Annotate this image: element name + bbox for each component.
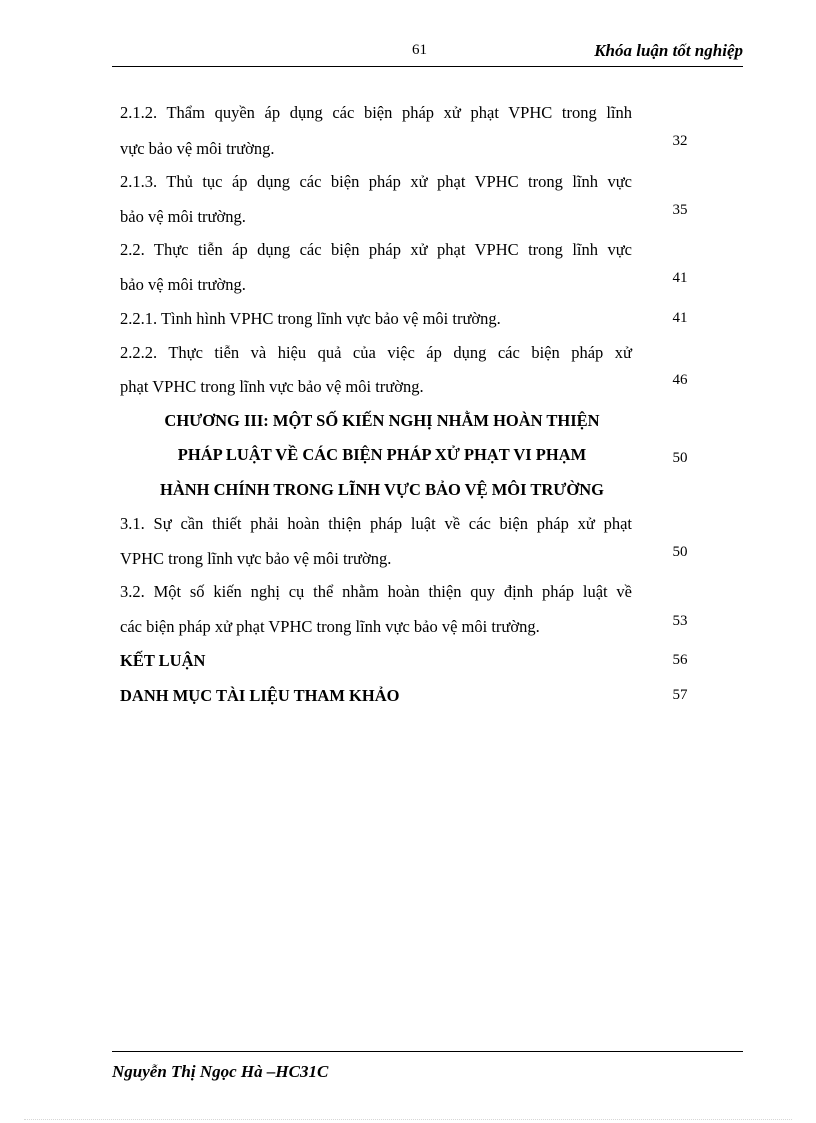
- toc-entry-line: KẾT LUẬN: [120, 651, 206, 670]
- toc-entry-line: 2.1.3. Thủ tục áp dụng các biện pháp xử phạt VPHC trong lĩnh vực: [120, 172, 632, 191]
- toc-page-number: 50: [672, 450, 688, 466]
- toc-page-number: 46: [672, 372, 688, 388]
- footer-divider: [112, 1051, 743, 1052]
- chapter-heading-line: HÀNH CHÍNH TRONG LĨNH VỰC BẢO VỆ MÔI TRƯỜNG: [159, 480, 605, 499]
- header-divider: [112, 66, 743, 67]
- header-title: Khóa luận tốt nghiệp: [594, 41, 743, 60]
- toc-page-number: 32: [672, 133, 688, 149]
- toc-entry-line: 2.2.1. Tình hình VPHC trong lĩnh vực bảo vệ môi trường.: [120, 309, 501, 328]
- toc-page-number: 41: [672, 270, 688, 286]
- toc-entry-line: vực bảo vệ môi trường.: [120, 139, 275, 158]
- toc-entry-line: bảo vệ môi trường.: [120, 275, 246, 294]
- page-edge-dotted-line: [24, 1119, 792, 1120]
- toc-entry-line: phạt VPHC trong lĩnh vực bảo vệ môi trường.: [120, 377, 424, 396]
- toc-entry-line: 3.1. Sự cần thiết phải hoàn thiện pháp luật về các biện pháp xử phạt: [120, 514, 632, 533]
- toc-entry-line: 3.2. Một số kiến nghị cụ thể nhằm hoàn thiện quy định pháp luật về: [120, 582, 632, 601]
- toc-entry-line: bảo vệ môi trường.: [120, 207, 246, 226]
- footer-author: Nguyễn Thị Ngọc Hà –HC31C: [112, 1062, 329, 1081]
- toc-entry-line: 2.1.2. Thẩm quyền áp dụng các biện pháp xử phạt VPHC trong lĩnh: [120, 103, 632, 122]
- toc-page-number: 57: [672, 687, 688, 703]
- toc-page-number: 41: [672, 310, 688, 326]
- toc-page-number: 50: [672, 544, 688, 560]
- toc-entry-line: VPHC trong lĩnh vực bảo vệ môi trường.: [120, 549, 392, 568]
- toc-entry-line: 2.2.2. Thực tiễn và hiệu quả của việc áp dụng các biện pháp xử: [120, 343, 632, 362]
- toc-page-number: 35: [672, 202, 688, 218]
- toc-entry-line: các biện pháp xử phạt VPHC trong lĩnh vực bảo vệ môi trường.: [120, 617, 540, 636]
- toc-page-number: 56: [672, 652, 688, 668]
- toc-entry-line: DANH MỤC TÀI LIỆU THAM KHẢO: [120, 686, 400, 705]
- chapter-heading-line: PHÁP LUẬT VỀ CÁC BIỆN PHÁP XỬ PHẠT VI PHẠM: [177, 445, 587, 464]
- toc-page-number: 53: [672, 613, 688, 629]
- toc-entry-line: 2.2. Thực tiễn áp dụng các biện pháp xử phạt VPHC trong lĩnh vực: [120, 240, 632, 259]
- chapter-heading-line: CHƯƠNG III: MỘT SỐ KIẾN NGHỊ NHẰM HOÀN THIỆN: [164, 411, 600, 430]
- header-page-number: 61: [412, 42, 427, 58]
